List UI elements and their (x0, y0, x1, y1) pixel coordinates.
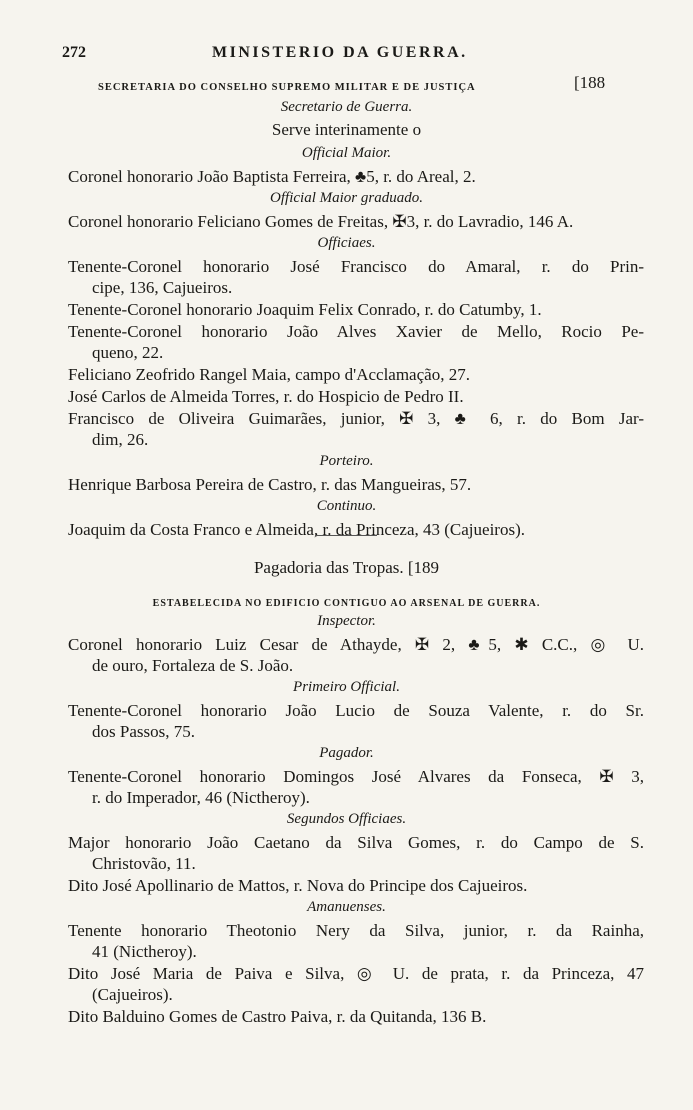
entry-text: Tenente-Coronel honorario João Alves Xavier de Mello, Rocio Pe- (68, 322, 644, 341)
role-title: Official Maior graduado. (270, 190, 423, 206)
entry-text: Tenente-Coronel honorario Domingos José Alvares da Fonseca, ✠ 3, (68, 767, 644, 786)
entry-continuation: (Cajueiros). (92, 985, 173, 1004)
staff-entry (68, 364, 644, 385)
role-title: Porteiro. (319, 453, 374, 469)
staff-entry (68, 963, 644, 1005)
staff-entry (68, 299, 644, 320)
role-title: Secretario de Guerra. (280, 99, 413, 115)
page-title: MINISTERIO DA GUERRA. (212, 44, 468, 61)
entry-text: Francisco de Oliveira Guimarães, junior, ✠ 3, ♣ 6, r. do Bom Jar- (68, 409, 644, 428)
staff-entry (68, 211, 644, 232)
entry-text: Tenente-Coronel honorario João Lucio de Souza Valente, r. do Sr. (68, 701, 644, 720)
role-title: Continuo. (316, 498, 377, 514)
staff-entry (68, 166, 644, 187)
entry-text: Tenente-Coronel honorario José Francisco do Amaral, r. do Prin- (68, 257, 644, 276)
entry-text: Dito Balduino Gomes de Castro Paiva, r. da Quitanda, 136 B. (68, 1007, 487, 1026)
role-title: Officiaes. (317, 235, 376, 251)
staff-entry (68, 408, 644, 450)
entry-text: Joaquim da Costa Franco e Almeida, r. da Princeza, 43 (Cajueiros). (68, 520, 525, 539)
staff-entry (68, 256, 644, 298)
section2-subheading: ESTABELECIDA NO EDIFICIO CONTIGUO AO ARSENAL DE GUERRA. (152, 598, 541, 609)
entry-continuation: r. do Imperador, 46 (Nictheroy). (92, 788, 310, 807)
staff-entry (68, 519, 644, 540)
staff-entry (68, 634, 644, 676)
staff-entry (68, 875, 644, 896)
role-title: Inspector. (317, 613, 376, 629)
entry-text: Henrique Barbosa Pereira de Castro, r. das Mangueiras, 57. (68, 475, 472, 494)
staff-entry (68, 832, 644, 874)
role-title: Official Maior. (301, 145, 392, 161)
role-title: Pagador. (319, 745, 374, 761)
section2-heading-row (0, 558, 693, 578)
entry-continuation: Christovão, 11. (92, 854, 196, 873)
role-title: Primeiro Official. (293, 679, 400, 695)
staff-entry (68, 386, 644, 407)
staff-entry (68, 1006, 644, 1027)
entry-continuation: dos Passos, 75. (92, 722, 195, 741)
entry-text: Coronel honorario Luiz Cesar de Athayde, ✠ 2, ♣5, ✱ C.C., ◎ U. (68, 635, 644, 654)
entry-text: Dito José Apollinario de Mattos, r. Nova do Principe dos Cajueiros. (68, 876, 528, 895)
staff-entry (68, 700, 644, 742)
staff-entry (68, 766, 644, 808)
entry-text: Coronel honorario Feliciano Gomes de Freitas, ✠3, r. do Lavradio, 146 A. (68, 212, 574, 231)
entry-text: Coronel honorario João Baptista Ferreira, ♣5, r. do Areal, 2. (68, 167, 476, 186)
entry-continuation: cipe, 136, Cajueiros. (92, 278, 233, 297)
staff-entry (68, 321, 644, 363)
staff-entry (68, 920, 644, 962)
section1-number: [188 (574, 73, 606, 92)
role-title: Segundos Officiaes. (286, 811, 407, 827)
staff-entry (68, 474, 644, 495)
role-title: Amanuenses. (307, 899, 386, 915)
section2-number: [189 (407, 558, 440, 577)
running-head (62, 44, 632, 66)
entry-continuation: 41 (Nictheroy). (92, 942, 197, 961)
page-number: 272 (62, 44, 86, 61)
entry-text: Tenente honorario Theotonio Nery da Silva, junior, r. da Rainha, (68, 921, 644, 940)
entry-text: Tenente-Coronel honorario Joaquim Felix Conrado, r. do Catumby, 1. (68, 300, 542, 319)
entry-text: Feliciano Zeofrido Rangel Maia, campo d'Acclamação, 27. (68, 365, 470, 384)
section-divider (315, 535, 377, 536)
note-line: Serve interinamente o (271, 120, 422, 139)
entry-continuation: dim, 26. (92, 430, 149, 449)
entry-text: Dito José Maria de Paiva e Silva, ◎ U. de prata, r. da Princeza, 47 (68, 964, 644, 983)
entry-text: Major honorario João Caetano da Silva Gomes, r. do Campo de S. (68, 833, 644, 852)
section2-heading: Pagadoria das Tropas. (253, 558, 404, 577)
entry-continuation: de ouro, Fortaleza de S. João. (92, 656, 294, 675)
section1-heading: SECRETARIA DO CONSELHO SUPREMO MILITAR E DE JUSTIÇA (98, 82, 476, 93)
entry-continuation: queno, 22. (92, 343, 164, 362)
entry-text: José Carlos de Almeida Torres, r. do Hospicio de Pedro II. (68, 387, 464, 406)
